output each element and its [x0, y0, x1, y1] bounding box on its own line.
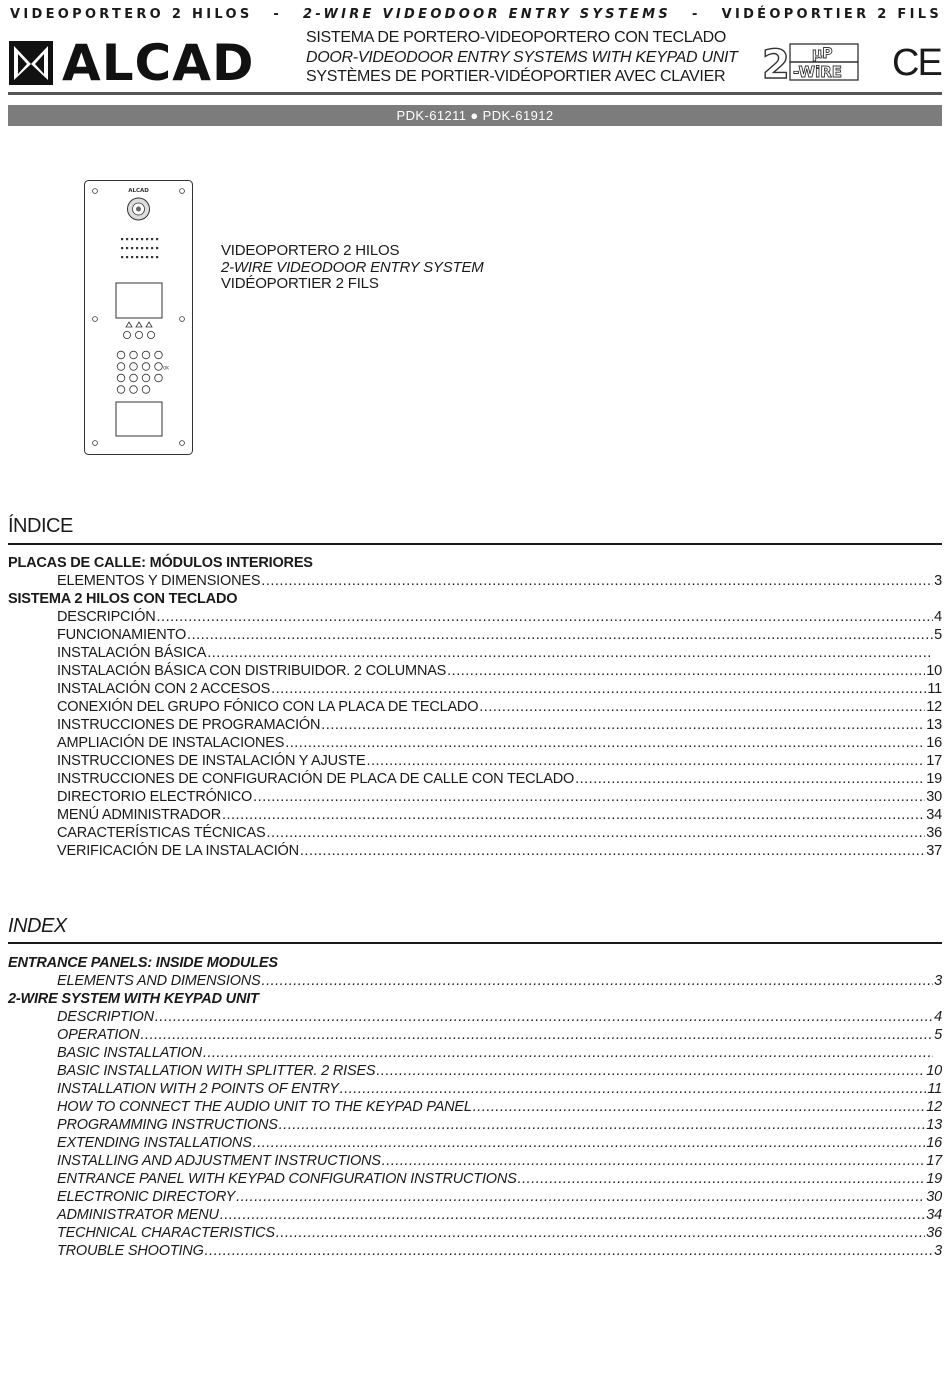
toc-entry-title: INSTRUCCIONES DE INSTALACIÓN Y AJUSTE — [57, 753, 366, 769]
toc-entry[interactable] — [8, 626, 942, 644]
toc-leader-dots — [203, 1044, 933, 1062]
header-tagline — [10, 6, 942, 22]
index-es-list — [8, 554, 942, 860]
index-en-list — [8, 954, 942, 1260]
speaker-hole — [151, 256, 153, 258]
speaker-hole — [151, 247, 153, 249]
toc-entry[interactable] — [8, 1026, 942, 1044]
wire-logo-number: 2 — [762, 42, 790, 82]
speaker-hole — [126, 247, 128, 249]
toc-leader-dots — [262, 972, 933, 990]
toc-entry-title: HOW TO CONNECT THE AUDIO UNIT TO THE KEYPAD PANEL — [57, 1099, 472, 1115]
alcad-logo-icon — [8, 40, 54, 86]
toc-leader-dots — [382, 1152, 925, 1170]
toc-leader-dots — [253, 1134, 926, 1152]
panel-brand: ALCAD — [128, 188, 149, 194]
toc-entry-title: AMPLIACIÓN DE INSTALACIONES — [57, 735, 285, 751]
toc-group-heading: PLACAS DE CALLE: MÓDULOS INTERIORES — [8, 555, 313, 571]
toc-entry-page: 37 — [926, 843, 942, 859]
toc-leader-dots — [155, 1008, 933, 1026]
toc-entry[interactable] — [8, 1080, 942, 1098]
speaker-hole — [146, 238, 148, 240]
toc-entry[interactable] — [8, 824, 942, 842]
tagline-fr: VIDÉOPORTIER 2 FILS — [721, 6, 942, 22]
toc-entry-title: INSTALACIÓN CON 2 ACCESOS — [57, 681, 271, 697]
keypad-ok-label: OK — [163, 365, 170, 371]
speaker-hole — [136, 238, 138, 240]
toc-entry-title: EXTENDING INSTALLATIONS — [57, 1135, 252, 1151]
index-en-title: INDEX — [8, 915, 67, 937]
toc-entry-page: 30 — [926, 789, 942, 805]
toc-group-heading: ENTRANCE PANELS: INSIDE MODULES — [8, 955, 278, 971]
toc-entry[interactable] — [8, 680, 942, 698]
tagline-separator: - — [691, 6, 701, 22]
toc-leader-dots — [205, 1242, 933, 1260]
toc-entry-title: MENÚ ADMINISTRADOR — [57, 807, 221, 823]
toc-entry[interactable] — [8, 1098, 942, 1116]
speaker-hole — [156, 247, 158, 249]
brand-name: ALCAD — [62, 34, 255, 92]
toc-entry[interactable] — [8, 788, 942, 806]
toc-leader-dots — [220, 1206, 925, 1224]
toc-entry[interactable] — [8, 1008, 942, 1026]
toc-entry[interactable] — [8, 716, 942, 734]
toc-entry-page: 4 — [934, 609, 942, 625]
toc-entry-page: 13 — [926, 1117, 942, 1133]
toc-leader-dots — [279, 1116, 926, 1134]
toc-entry[interactable] — [8, 662, 942, 680]
toc-entry-title: INSTALACIÓN BÁSICA — [57, 645, 207, 661]
toc-leader-dots — [376, 1062, 925, 1080]
toc-leader-dots — [479, 698, 925, 716]
toc-leader-dots — [271, 680, 926, 698]
toc-entry-page: 16 — [926, 735, 942, 751]
toc-entry-page: 10 — [926, 1063, 942, 1079]
toc-entry-page: 30 — [926, 1189, 942, 1205]
toc-leader-dots — [300, 842, 925, 860]
toc-entry-title: DIRECTORIO ELECTRÓNICO — [57, 789, 253, 805]
speaker-hole — [136, 256, 138, 258]
toc-entry-page: 34 — [926, 1207, 942, 1223]
subtitle-fr: SYSTÈMES DE PORTIER-VIDÉOPORTIER AVEC CLAVIER — [306, 68, 726, 85]
speaker-hole — [151, 238, 153, 240]
toc-group-heading: SISTEMA 2 HILOS CON TECLADO — [8, 591, 238, 607]
toc-leader-dots — [222, 806, 925, 824]
index-es-title: ÍNDICE — [8, 515, 73, 537]
toc-entry-title: PROGRAMMING INSTRUCTIONS — [57, 1117, 278, 1133]
toc-leader-dots — [207, 644, 933, 662]
toc-entry-page: 36 — [926, 825, 942, 841]
tagline-en: 2-WIRE VIDEODOOR ENTRY SYSTEMS — [303, 6, 672, 22]
toc-entry-page: 5 — [934, 1027, 942, 1043]
toc-entry-title: FUNCIONAMIENTO — [57, 627, 187, 643]
speaker-hole — [131, 256, 133, 258]
toc-leader-dots — [276, 1224, 925, 1242]
toc-leader-dots — [157, 608, 933, 626]
toc-entry[interactable] — [8, 1134, 942, 1152]
toc-entry-page: 11 — [927, 1081, 942, 1097]
toc-entry-title: DESCRIPTION — [57, 1009, 154, 1025]
toc-leader-dots — [518, 1170, 926, 1188]
toc-entry-title: INSTRUCCIONES DE CONFIGURACIÓN DE PLACA DE CALLE CON TECLADO — [57, 771, 575, 787]
toc-leader-dots — [340, 1080, 927, 1098]
alcad-logo — [8, 34, 255, 92]
toc-entry[interactable] — [8, 1242, 942, 1260]
speaker-hole — [141, 247, 143, 249]
toc-leader-dots — [261, 572, 933, 590]
toc-entry[interactable] — [8, 770, 942, 788]
toc-entry-page — [934, 644, 942, 662]
toc-entry-title: DESCRIPCIÓN — [57, 609, 156, 625]
toc-entry-title: BASIC INSTALLATION — [57, 1045, 202, 1061]
toc-entry-page: 3 — [934, 973, 942, 989]
toc-entry-page: 3 — [934, 1243, 942, 1259]
toc-entry-title: BASIC INSTALLATION WITH SPLITTER. 2 RISES — [57, 1063, 376, 1079]
toc-entry-title: CARACTERÍSTICAS TÉCNICAS — [57, 825, 266, 841]
caption-en: 2-WIRE VIDEODOOR ENTRY SYSTEM — [221, 258, 484, 276]
speaker-hole — [126, 238, 128, 240]
toc-entry-page: 36 — [926, 1225, 942, 1241]
toc-entry-page: 12 — [926, 1099, 942, 1115]
toc-entry[interactable] — [8, 972, 942, 990]
toc-leader-dots — [141, 1026, 933, 1044]
toc-entry-page: 16 — [926, 1135, 942, 1151]
toc-entry-page: 19 — [926, 771, 942, 787]
toc-leader-dots — [266, 824, 925, 842]
toc-entry-page: 17 — [926, 1153, 942, 1169]
toc-entry-title: TROUBLE SHOOTING — [57, 1243, 204, 1259]
toc-entry-page: 10 — [926, 663, 942, 679]
toc-entry[interactable] — [8, 1116, 942, 1134]
speaker-hole — [126, 256, 128, 258]
toc-entry-page: 11 — [927, 681, 942, 697]
toc-entry[interactable] — [8, 1062, 942, 1080]
ce-mark: CE — [892, 42, 941, 84]
speaker-hole — [121, 238, 123, 240]
toc-entry-page: 13 — [926, 717, 942, 733]
toc-entry[interactable] — [8, 1224, 942, 1242]
toc-leader-dots — [187, 626, 933, 644]
toc-entry-title: INSTALLATION WITH 2 POINTS OF ENTRY — [57, 1081, 339, 1097]
wire-logo-up: μP — [812, 46, 833, 62]
toc-entry-page: 4 — [934, 1009, 942, 1025]
toc-entry-page: 3 — [934, 573, 942, 589]
keypad-panel-illustration — [84, 180, 193, 455]
toc-entry-page: 19 — [926, 1171, 942, 1187]
index-es-rule — [8, 543, 942, 545]
toc-entry[interactable] — [8, 698, 942, 716]
speaker-hole — [146, 247, 148, 249]
toc-leader-dots — [236, 1188, 925, 1206]
toc-entry-page: 34 — [926, 807, 942, 823]
toc-entry-title: VERIFICACIÓN DE LA INSTALACIÓN — [57, 843, 299, 859]
toc-entry[interactable] — [8, 1044, 942, 1062]
toc-leader-dots — [253, 788, 925, 806]
toc-entry-title: ADMINISTRATOR MENU — [57, 1207, 219, 1223]
speaker-hole — [136, 247, 138, 249]
toc-entry[interactable] — [8, 734, 942, 752]
toc-entry-title: ELEMENTOS Y DIMENSIONES — [57, 573, 261, 589]
toc-leader-dots — [321, 716, 925, 734]
toc-entry-title: INSTALLING AND ADJUSTMENT INSTRUCTIONS — [57, 1153, 381, 1169]
toc-entry[interactable] — [8, 842, 942, 860]
toc-entry[interactable] — [8, 1152, 942, 1170]
tagline-es: VIDEOPORTERO 2 HILOS — [10, 6, 253, 22]
document-subtitles — [306, 28, 738, 87]
toc-entry[interactable] — [8, 608, 942, 626]
subtitle-es: SISTEMA DE PORTERO-VIDEOPORTERO CON TECLADO — [306, 29, 727, 46]
index-en-rule — [8, 942, 942, 944]
speaker-hole — [131, 247, 133, 249]
toc-entry[interactable] — [8, 1206, 942, 1224]
toc-leader-dots — [366, 752, 925, 770]
toc-entry-page: 17 — [926, 753, 942, 769]
toc-entry-title: ELECTRONIC DIRECTORY — [57, 1189, 236, 1205]
toc-entry-page — [934, 1044, 942, 1062]
toc-entry-page: 5 — [934, 627, 942, 643]
speaker-hole — [141, 256, 143, 258]
toc-entry[interactable] — [8, 806, 942, 824]
speaker-hole — [156, 256, 158, 258]
two-wire-logo — [760, 42, 860, 82]
toc-entry-title: INSTALACIÓN BÁSICA CON DISTRIBUIDOR. 2 COLUMNAS — [57, 663, 447, 679]
toc-entry[interactable] — [8, 644, 942, 662]
toc-leader-dots — [447, 662, 925, 680]
subtitle-en: DOOR-VIDEODOOR ENTRY SYSTEMS WITH KEYPAD UNIT — [306, 48, 738, 66]
speaker-hole — [141, 238, 143, 240]
header-rule — [8, 92, 942, 95]
toc-entry-title: ENTRANCE PANEL WITH KEYPAD CONFIGURATION INSTRUCTIONS — [57, 1171, 517, 1187]
model-band: PDK-61211 ● PDK-61912 — [8, 105, 942, 126]
speaker-hole — [121, 256, 123, 258]
toc-entry-title: CONEXIÓN DEL GRUPO FÓNICO CON LA PLACA DE TECLADO — [57, 699, 479, 715]
toc-entry-title: INSTRUCCIONES DE PROGRAMACIÓN — [57, 717, 321, 733]
caption-fr: VIDÉOPORTIER 2 FILS — [221, 275, 379, 292]
toc-entry-title: OPERATION — [57, 1027, 140, 1043]
toc-entry-title: TECHNICAL CHARACTERISTICS — [57, 1225, 275, 1241]
product-caption — [221, 243, 484, 293]
speaker-hole — [121, 247, 123, 249]
speaker-hole — [146, 256, 148, 258]
caption-es: VIDEOPORTERO 2 HILOS — [221, 242, 400, 259]
speaker-hole — [156, 238, 158, 240]
wire-logo-word: -WiRE — [793, 63, 843, 81]
toc-entry[interactable] — [8, 1188, 942, 1206]
toc-group-heading: 2-WIRE SYSTEM WITH KEYPAD UNIT — [8, 991, 259, 1007]
toc-entry[interactable] — [8, 572, 942, 590]
toc-entry-title: ELEMENTS AND DIMENSIONS — [57, 973, 261, 989]
toc-leader-dots — [575, 770, 925, 788]
tagline-separator: - — [273, 6, 283, 22]
speaker-hole — [131, 238, 133, 240]
toc-entry[interactable] — [8, 1170, 942, 1188]
toc-leader-dots — [285, 734, 925, 752]
toc-entry-page: 12 — [926, 699, 942, 715]
toc-leader-dots — [473, 1098, 925, 1116]
toc-entry[interactable] — [8, 752, 942, 770]
